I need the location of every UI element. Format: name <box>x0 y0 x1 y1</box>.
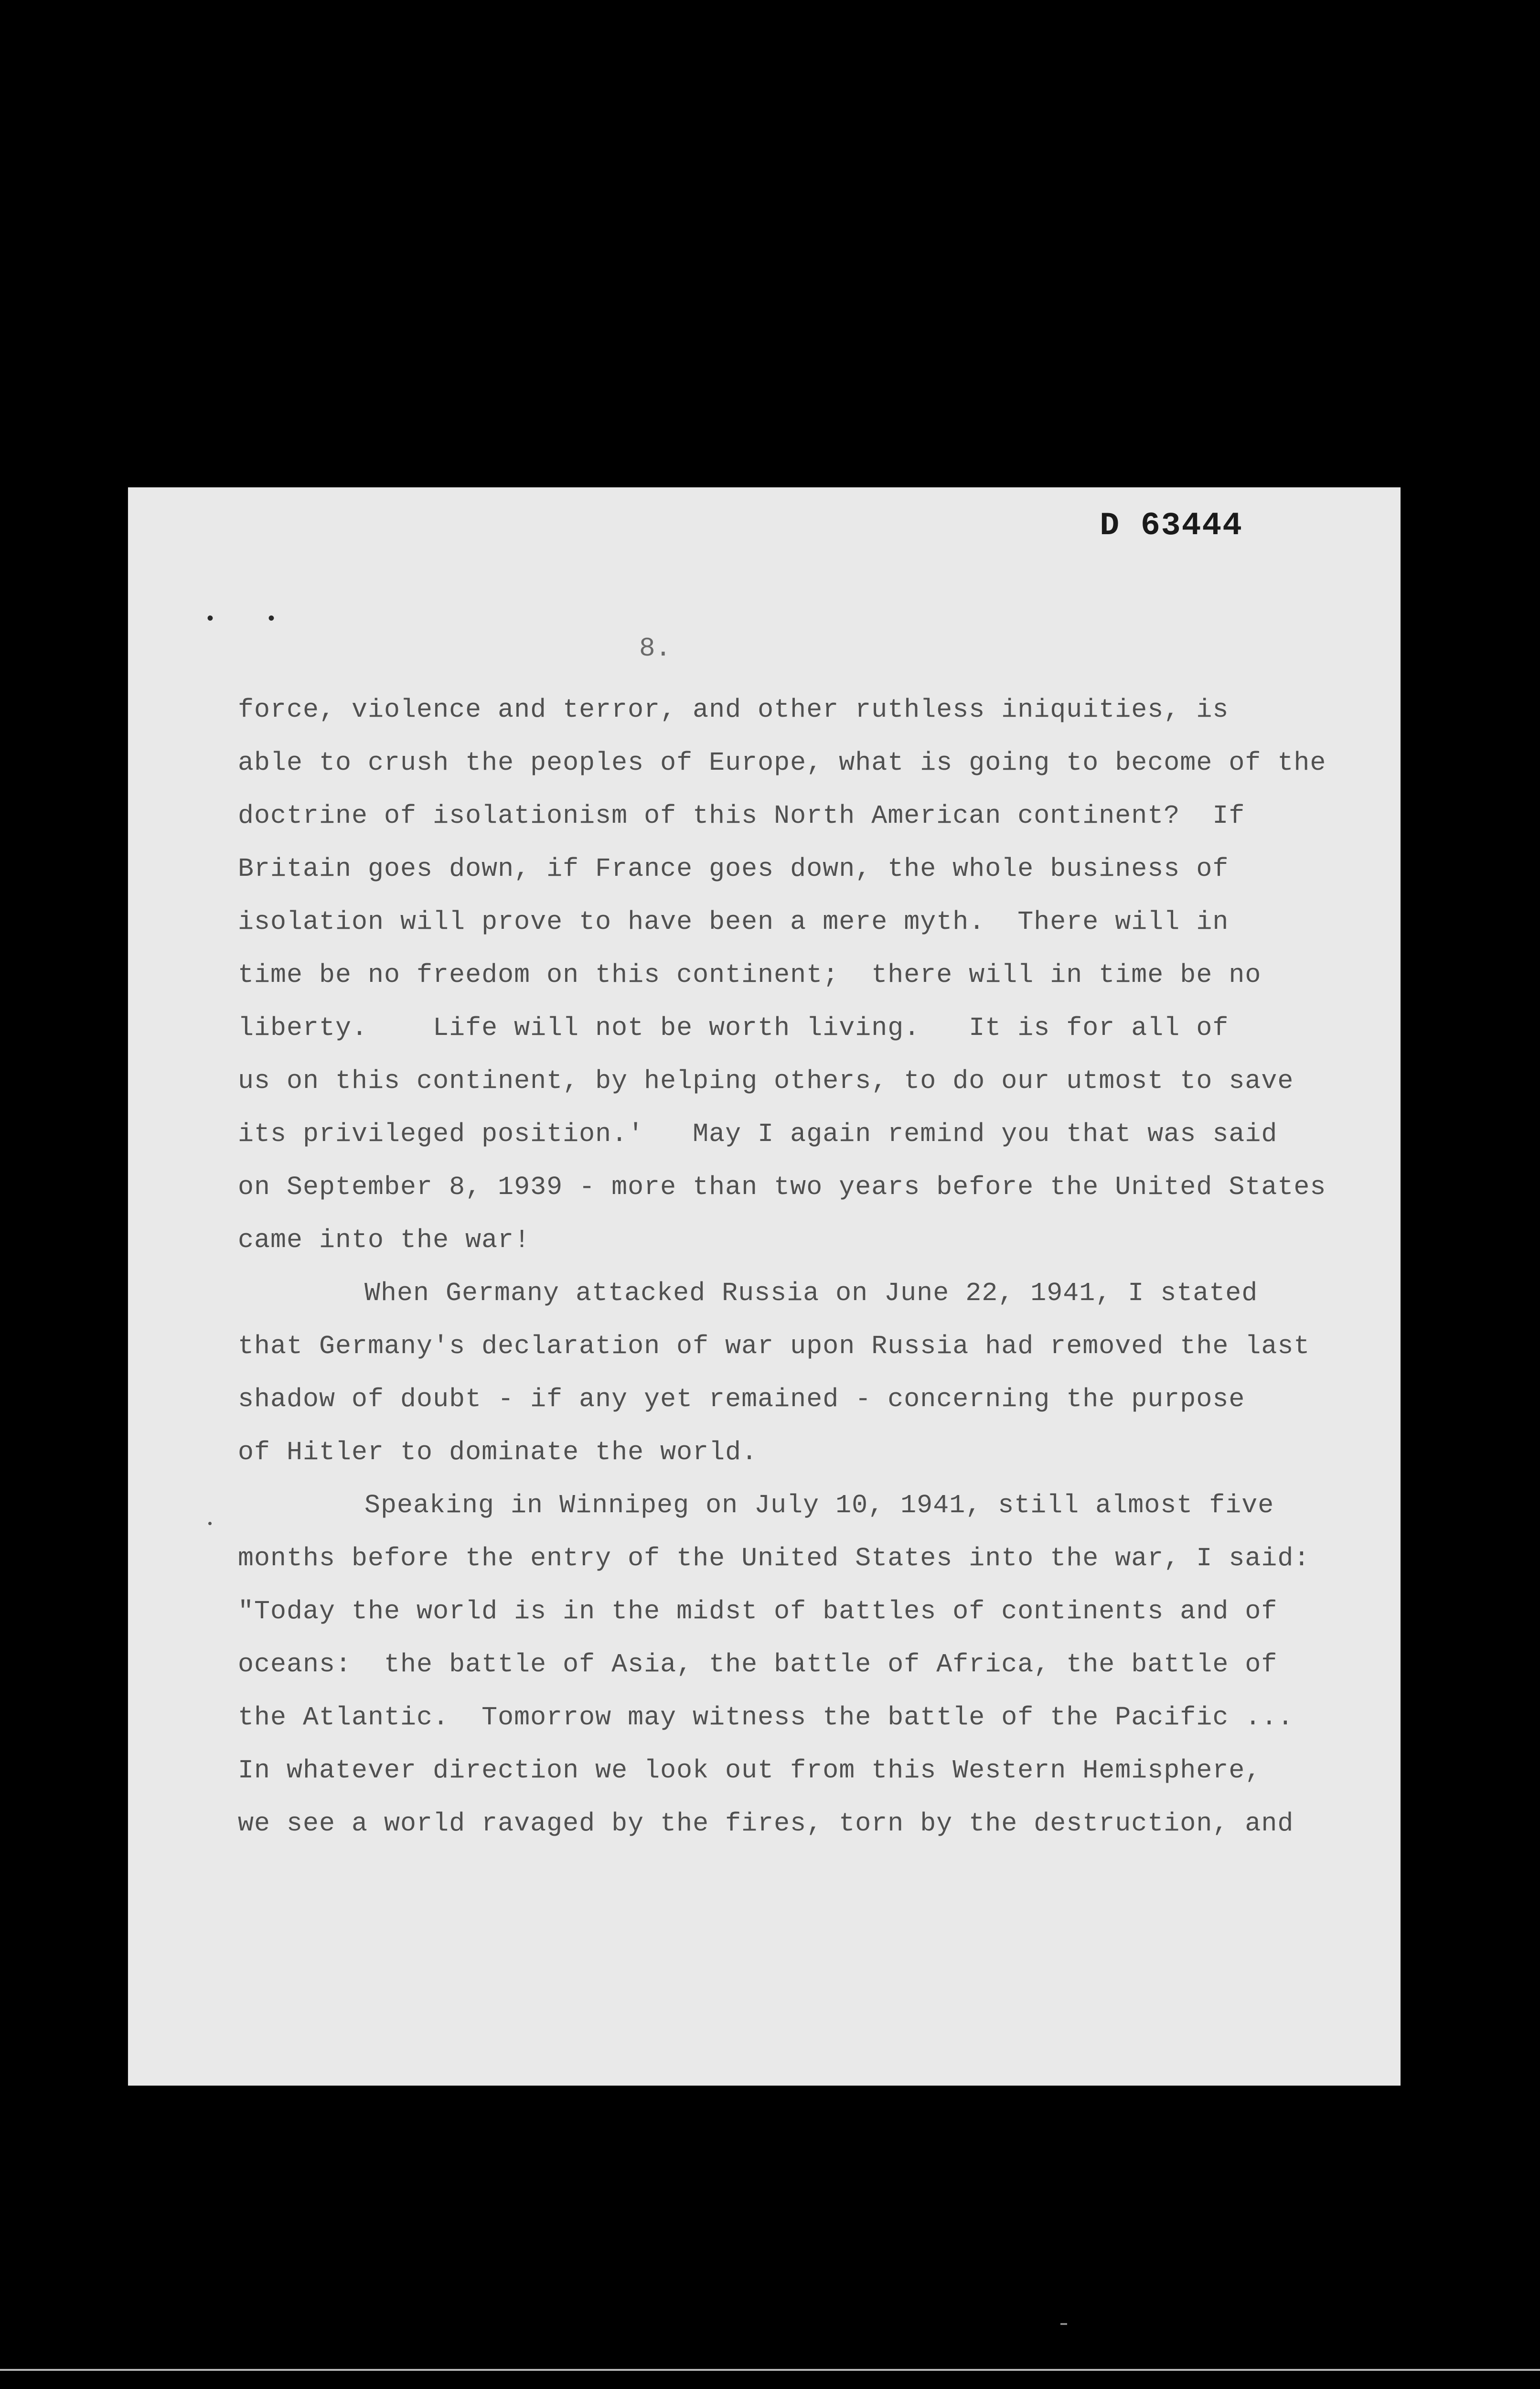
text-line-10: on September 8, 1939 - more than two years before the United States <box>238 1172 1326 1202</box>
text-line-13: that Germany's declaration of war upon Russia had removed the last <box>238 1331 1310 1361</box>
text-line-15: of Hitler to dominate the world. <box>238 1437 758 1467</box>
corner-dots: • • <box>204 609 297 631</box>
text-line-9: its privileged position.' May I again remind you that was said <box>238 1119 1278 1149</box>
bottom-rule <box>0 2369 1540 2371</box>
document-page <box>128 487 1401 2086</box>
text-line-5: isolation will prove to have been a mere myth. There will in <box>238 907 1229 937</box>
document-id-stamp: D 63444 <box>1100 507 1243 544</box>
scanner-mark <box>1060 2323 1067 2325</box>
text-line-20: the Atlantic. Tomorrow may witness the battle of the Pacific ... <box>238 1702 1294 1733</box>
page-number: 8. <box>639 633 672 664</box>
text-line-12: When Germany attacked Russia on June 22, 1941, I stated <box>364 1278 1258 1308</box>
text-line-16: Speaking in Winnipeg on July 10, 1941, still almost five <box>364 1490 1274 1520</box>
text-line-7: liberty. Life will not be worth living. It is for all of <box>238 1013 1229 1043</box>
text-line-17: months before the entry of the United States into the war, I said: <box>238 1543 1310 1573</box>
text-line-19: oceans: the battle of Asia, the battle of Africa, the battle of <box>238 1649 1278 1679</box>
text-line-11: came into the war! <box>238 1225 531 1255</box>
text-line-4: Britain goes down, if France goes down, the whole business of <box>238 854 1229 884</box>
text-line-6: time be no freedom on this continent; there will in time be no <box>238 960 1262 990</box>
text-line-21: In whatever direction we look out from this Western Hemisphere, <box>238 1755 1262 1786</box>
text-line-14: shadow of doubt - if any yet remained - concerning the purpose <box>238 1384 1245 1414</box>
text-line-3: doctrine of isolationism of this North American continent? If <box>238 801 1245 831</box>
text-line-2: able to crush the peoples of Europe, what is going to become of the <box>238 748 1326 778</box>
typed-body-text <box>238 683 1337 1850</box>
text-line-22: we see a world ravaged by the fires, torn by the destruction, and <box>238 1808 1294 1839</box>
margin-mark <box>208 1522 212 1525</box>
text-line-8: us on this continent, by helping others, to do our utmost to save <box>238 1066 1294 1096</box>
text-line-1: force, violence and terror, and other ruthless iniquities, is <box>238 695 1229 725</box>
text-line-18: "Today the world is in the midst of battles of continents and of <box>238 1596 1278 1626</box>
